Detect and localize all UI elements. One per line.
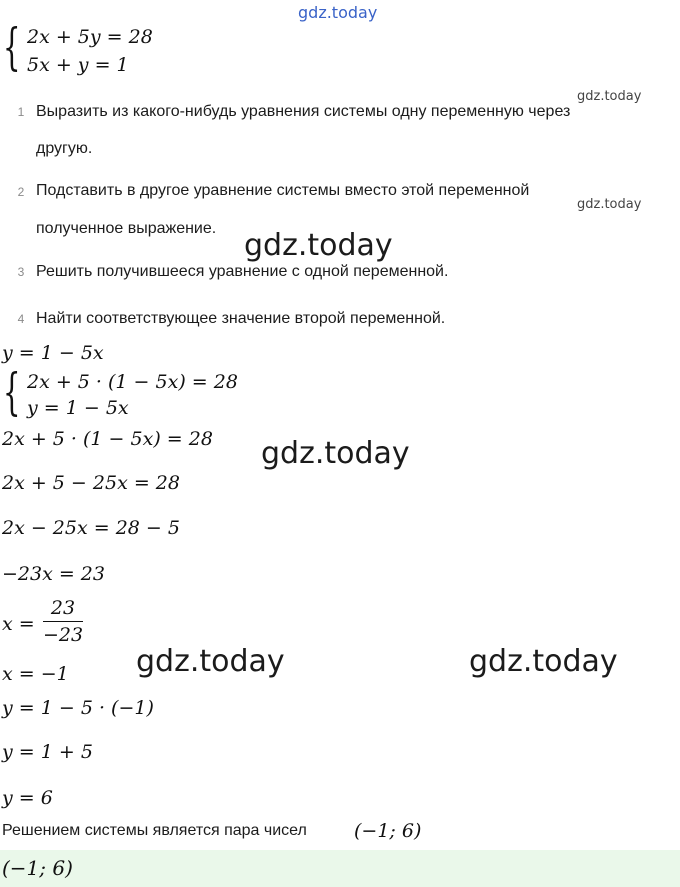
answer-box [0,850,680,887]
solution-line-2: 2x + 5 − 25x = 28 [2,472,180,494]
system-equation-1: 2x + 5y = 28 [27,26,153,48]
step-2-line-1: Подставить в другое уравнение системы вместо этой переменной [36,182,530,199]
answer-value: (−1; 6) [2,856,73,880]
y-line-1: y = 1 − 5 · (−1) [2,697,154,719]
y-line-2: y = 1 + 5 [2,741,93,763]
watermark-big-3: gdz.today [136,644,285,679]
express-y: y = 1 − 5x [2,342,104,364]
sub-system-equation-2: y = 1 − 5x [27,397,129,419]
fraction-numerator: 23 [50,597,76,619]
step-number-1: 1 [17,105,25,119]
step-number-4: 4 [17,312,25,326]
step-1-line-1: Выразить из какого-нибудь уравнения системы одну переменную через [36,103,571,120]
watermark-small-2: gdz.today [577,197,642,212]
system-brace: { [3,18,21,76]
conclusion-pair: (−1; 6) [354,820,422,842]
watermark-big-2: gdz.today [261,436,410,471]
x-value: x = −1 [2,663,69,685]
fraction-bar [43,621,83,622]
fraction-lhs: x = [2,613,35,635]
solution-line-3: 2x − 25x = 28 − 5 [2,517,180,539]
watermark-big-1: gdz.today [244,228,393,263]
solution-line-4: −23x = 23 [2,563,105,585]
watermark-big-4: gdz.today [469,644,618,679]
sub-system-equation-1: 2x + 5 · (1 − 5x) = 28 [27,371,238,393]
step-4-line-1: Найти соответствующее значение второй переменной. [36,310,446,327]
fraction [43,597,83,646]
sub-system-brace: { [3,363,21,421]
watermark-top: gdz.today [298,3,378,22]
solution-line-1: 2x + 5 · (1 − 5x) = 28 [2,428,213,450]
step-3-line-1: Решить получившееся уравнение с одной переменной. [36,263,449,280]
step-2-line-2: полученное выражение. [36,220,217,237]
y-line-3: y = 6 [2,787,53,809]
system-equation-2: 5x + y = 1 [27,54,129,76]
watermark-small-1: gdz.today [577,89,642,104]
conclusion-text: Решением системы является пара чисел [2,822,307,839]
fraction-denominator: −23 [43,624,84,647]
step-number-2: 2 [17,185,25,199]
step-1-line-2: другую. [36,140,93,157]
step-number-3: 3 [17,265,25,279]
